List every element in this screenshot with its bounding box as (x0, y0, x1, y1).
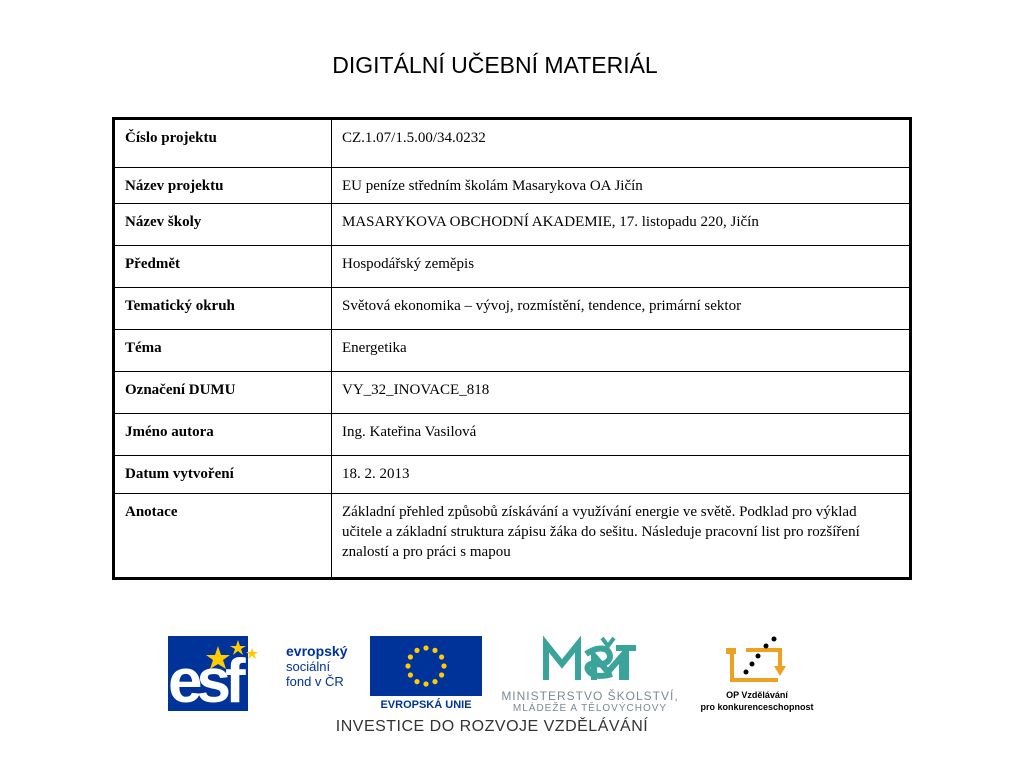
row-label: Předmět (114, 246, 332, 288)
msmt-line1: MINISTERSTVO ŠKOLSTVÍ, (501, 689, 679, 703)
row-label: Anotace (114, 494, 332, 579)
table-row (114, 372, 911, 414)
table-row (114, 246, 911, 288)
logo-strip (0, 630, 1024, 760)
row-label: Název projektu (114, 168, 332, 204)
op-line2: pro konkurenceschopnost (700, 702, 814, 712)
table-row (114, 288, 911, 330)
table-row (114, 494, 911, 579)
row-label: Téma (114, 330, 332, 372)
table-row (114, 414, 911, 456)
op-logo (694, 634, 820, 714)
row-label: Tematický okruh (114, 288, 332, 330)
msmt-line2: MLÁDEŽE A TĚLOVÝCHOVY (512, 703, 668, 714)
table-row (114, 119, 911, 168)
esf-line2: sociální (286, 659, 331, 674)
row-value: Základní přehled způsobů získávání a využívání energie ve světě. Podklad pro výklad učitele a základní struktura zápisu žáka do sešitu. Následuje pracovní list pro rozšíření znalostí a pro práci s mapou (332, 494, 911, 579)
row-value: CZ.1.07/1.5.00/34.0232 (332, 119, 911, 168)
msmt-mark-icon (542, 634, 638, 686)
table-row (114, 330, 911, 372)
row-value: 18. 2. 2013 (332, 456, 911, 494)
slogan: INVESTICE DO ROZVOJE VZDĚLÁVÁNÍ (335, 718, 649, 735)
eu-flag (370, 636, 482, 696)
eu-stars-icon (370, 636, 482, 696)
row-label: Číslo projektu (114, 119, 332, 168)
msmt-logo (490, 634, 690, 714)
table-row (114, 204, 911, 246)
row-label: Jméno autora (114, 414, 332, 456)
eu-logo (370, 636, 482, 711)
page-title: DIGITÁLNÍ UČEBNÍ MATERIÁL (332, 52, 658, 78)
row-value: Energetika (332, 330, 911, 372)
esf-logo (168, 636, 363, 716)
eu-label: EVROPSKÁ UNIE (380, 699, 472, 711)
esf-letters: esf (168, 647, 240, 716)
project-info-table (112, 117, 912, 580)
row-value: VY_32_INOVACE_818 (332, 372, 911, 414)
op-mark-icon (722, 634, 792, 686)
row-label: Označení DUMU (114, 372, 332, 414)
row-value: MASARYKOVA OBCHODNÍ AKADEMIE, 17. listopadu 220, Jičín (332, 204, 911, 246)
table-row (114, 456, 911, 494)
row-label: Název školy (114, 204, 332, 246)
op-line1: OP Vzdělávání (726, 690, 788, 700)
row-value: EU peníze středním školám Masarykova OA Jičín (332, 168, 911, 204)
esf-line3: fond v ČR (286, 674, 344, 689)
row-value: Hospodářský zeměpis (332, 246, 911, 288)
esf-text (286, 644, 366, 689)
row-label: Datum vytvoření (114, 456, 332, 494)
esf-line1: evropský (286, 643, 348, 659)
row-value: Ing. Kateřina Vasilová (332, 414, 911, 456)
table-row (114, 168, 911, 204)
row-value: Světová ekonomika – vývoj, rozmístění, tendence, primární sektor (332, 288, 911, 330)
